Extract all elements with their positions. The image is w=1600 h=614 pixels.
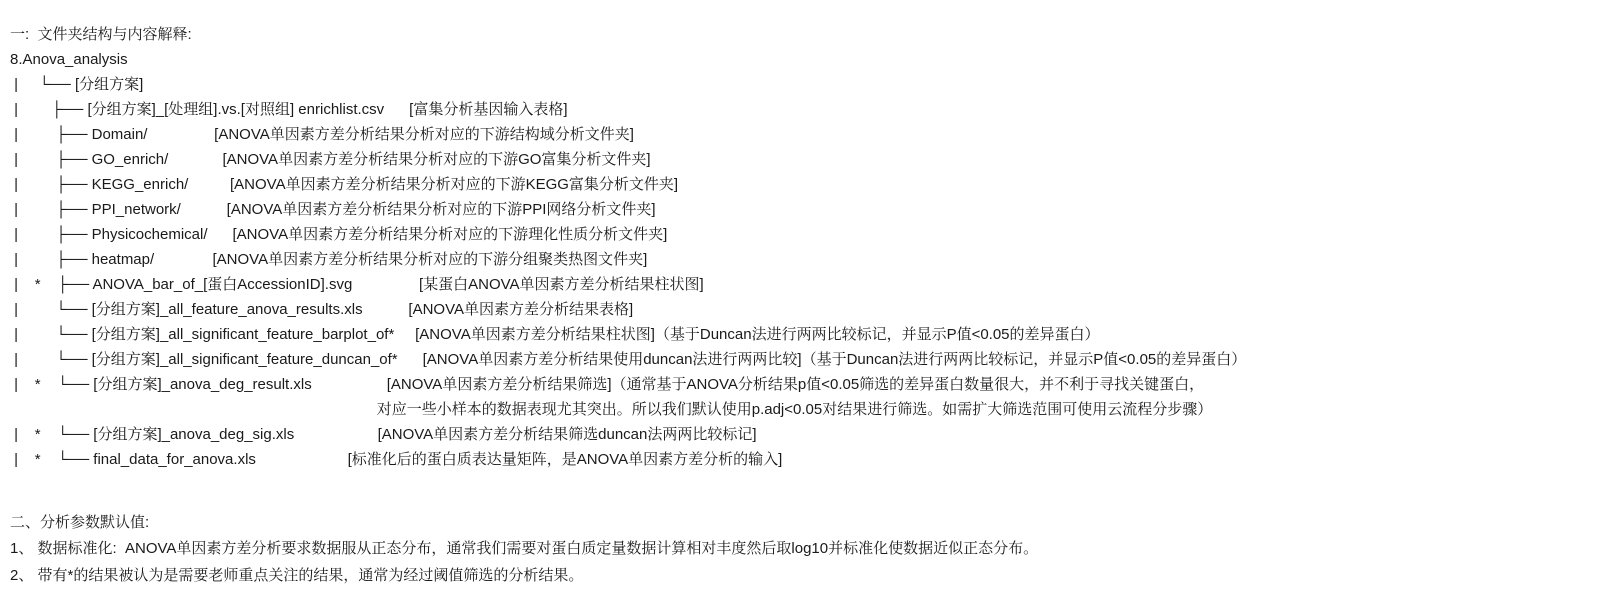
tree-line: | ├── Physicochemical/ [ANOVA单因素方差分析结果分析对应的下游理化性质分析文件夹] — [10, 226, 668, 243]
tree-line: | * └── [分组方案]_anova_deg_sig.xls [ANOVA单因素方差分析结果筛选duncan法两两比较标记] — [10, 426, 757, 443]
tree-line: | * └── [分组方案]_anova_deg_result.xls [ANOVA单因素方差分析结果筛选]（通常基于ANOVA分析结果p值<0.05筛选的差异蛋白数量很大，并不利于寻找关键蛋白， — [10, 376, 1205, 393]
tree-line: | ├── [分组方案]_[处理组].vs.[对照组] enrichlist.csv [富集分析基因输入表格] — [10, 101, 568, 118]
section-one-title: 一: 文件夹结构与内容解释: — [10, 26, 192, 43]
folder-tree — [10, 72, 1600, 472]
tree-line: | └── [分组方案] — [10, 76, 144, 93]
tree-line: | * ├── ANOVA_bar_of_[蛋白AccessionID].svg [某蛋白ANOVA单因素方差分析结果柱状图] — [10, 276, 704, 293]
tree-line: | ├── PPI_network/ [ANOVA单因素方差分析结果分析对应的下游PPI网络分析文件夹] — [10, 201, 656, 218]
tree-line: | ├── Domain/ [ANOVA单因素方差分析结果分析对应的下游结构域分析文件夹] — [10, 126, 634, 143]
tree-line: | └── [分组方案]_all_significant_feature_barplot_of* [ANOVA单因素方差分析结果柱状图]（基于Duncan法进行两两比较标记，并显示P值<0.05的差异蛋白） — [10, 326, 1100, 343]
tree-line: | └── [分组方案]_all_significant_feature_duncan_of* [ANOVA单因素方差分析结果使用duncan法进行两两比较]（基于Duncan法进行两两比较标记，并显示P值<0.05的差异蛋白） — [10, 351, 1247, 368]
section-gap — [10, 472, 1600, 510]
tree-line: | * └── final_data_for_anova.xls [标准化后的蛋白质表达量矩阵，是ANOVA单因素方差分析的输入] — [10, 451, 783, 468]
tree-line-continuation: 对应一些小样本的数据表现尤其突出。所以我们默认使用p.adj<0.05对结果进行筛选。如需扩大筛选范围可使用云流程分步骤） — [10, 401, 1213, 418]
tree-line: | ├── GO_enrich/ [ANOVA单因素方差分析结果分析对应的下游GO富集分析文件夹] — [10, 151, 651, 168]
parameter-item: 1、 数据标准化: ANOVA单因素方差分析要求数据服从正态分布，通常我们需要对蛋白质定量数据计算相对丰度然后取log10并标准化使数据近似正态分布。 — [10, 540, 1039, 557]
tree-line: | ├── KEGG_enrich/ [ANOVA单因素方差分析结果分析对应的下游KEGG富集分析文件夹] — [10, 176, 679, 193]
section-two-title: 二、分析参数默认值: — [10, 514, 150, 531]
tree-root: 8.Anova_analysis — [10, 51, 128, 68]
parameter-item: 2、 带有*的结果被认为是需要老师重点关注的结果，通常为经过阈值筛选的分析结果。 — [10, 567, 584, 584]
default-parameters-list — [10, 535, 1600, 589]
tree-line: | ├── heatmap/ [ANOVA单因素方差分析结果分析对应的下游分组聚类热图文件夹] — [10, 251, 648, 268]
tree-line: | └── [分组方案]_all_feature_anova_results.xls [ANOVA单因素方差分析结果表格] — [10, 301, 634, 318]
